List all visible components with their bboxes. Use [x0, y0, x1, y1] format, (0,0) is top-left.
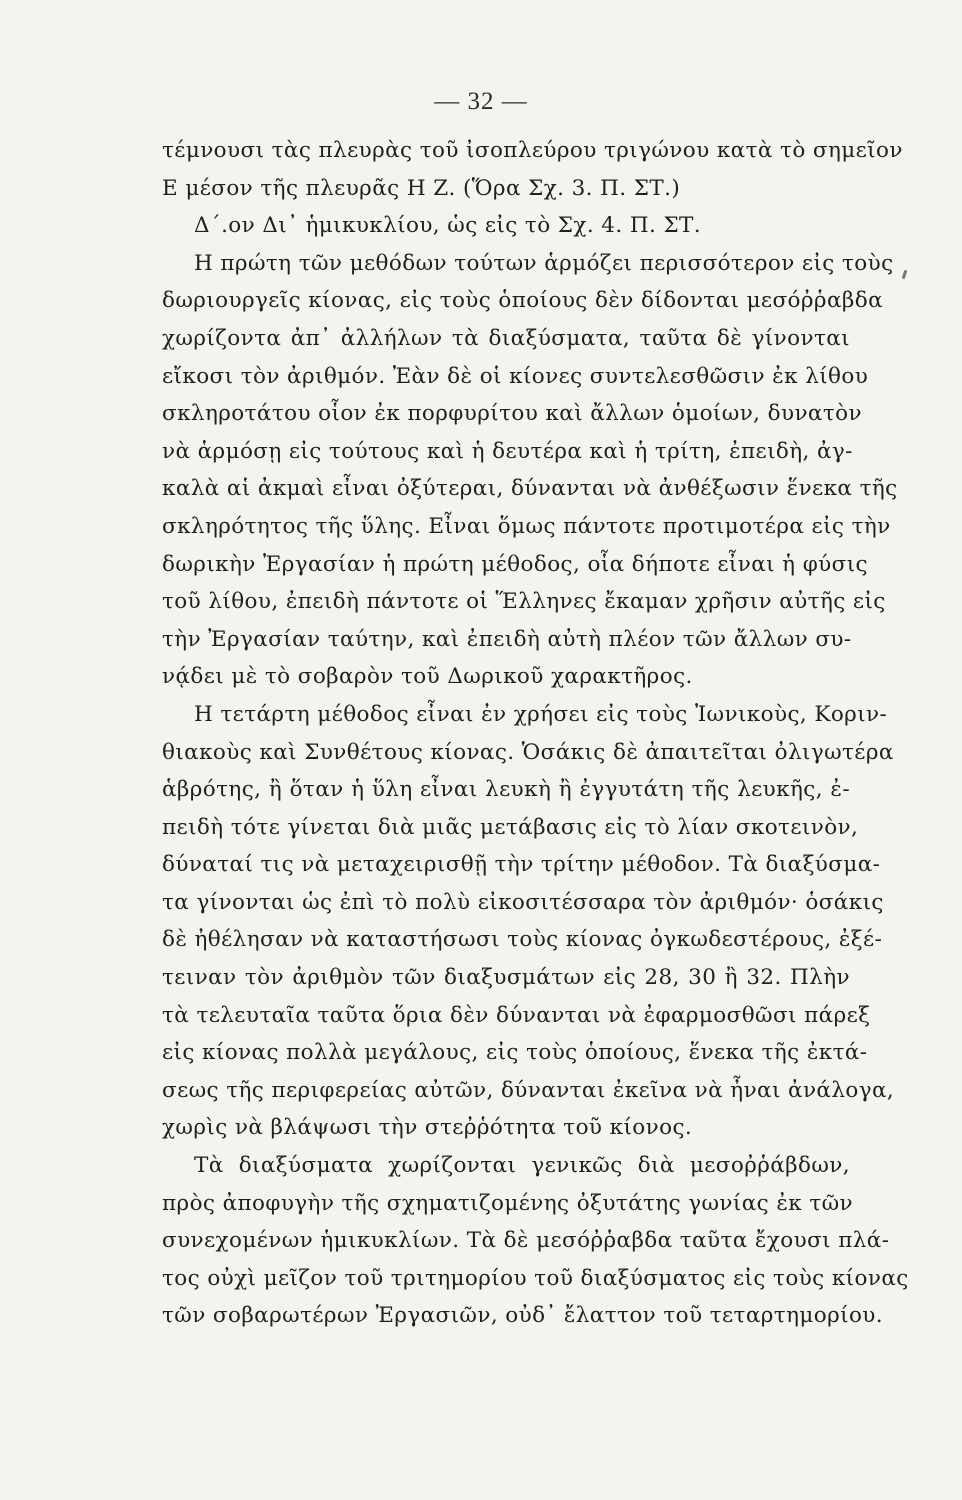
text-line: πρὸς ἀποφυγὴν τῆς σχηματιζομένης ὀξυτάτης γωνίας ἐκ τῶν: [162, 1190, 854, 1216]
margin-mark: [902, 270, 908, 279]
text-line: τος οὐχὶ μεῖζον τοῦ τριτημορίου τοῦ διαξύσματος εἰς τοὺς κίονας: [162, 1265, 909, 1291]
text-line: πειδὴ τότε γίνεται διὰ μιᾶς μετάβασις εἰς τὸ λίαν σκοτεινὸν,: [162, 814, 859, 840]
text-line: δωριουργεῖς κίονας, εἰς τοὺς ὁποίους δὲν δίδονται μεσόῤῥαβδα: [162, 288, 883, 314]
text-line: τῶν σοβαρωτέρων Ἐργασιῶν, οὐδ᾽ ἔλαττον τοῦ τεταρτημορίου.: [162, 1303, 884, 1329]
text-line: τὰ τελευταῖα ταῦτα ὅρια δὲν δύνανται νὰ ἐφαρμοσθῶσι πάρεξ: [162, 1002, 871, 1028]
text-line: θιακοὺς καὶ Συνθέτους κίονας. Ὁσάκις δὲ ἀπαιτεῖται ὀλιγωτέρα: [162, 739, 894, 765]
text-line: σεως τῆς περιφερείας αὐτῶν, δύνανται ἐκεῖνα νὰ ἦναι ἀνάλογα,: [162, 1077, 895, 1103]
text-line: εἴκοσι τὸν ἀριθμόν. Ἐὰν δὲ οἱ κίονες συντελεσθῶσιν ἐκ λίθου: [162, 363, 869, 389]
text-line: σκληρότητος τῆς ὕλης. Εἶναι ὅμως πάντοτε προτιμοτέρα εἰς τὴν: [162, 513, 891, 539]
text-line: χωρίζοντα ἀπ᾽ ἀλλήλων τὰ διαξύσματα, ταῦτα δὲ γίνονται: [162, 325, 850, 351]
text-line: χωρὶς νὰ βλάψωσι τὴν στεῤῥότητα τοῦ κίονος.: [162, 1115, 693, 1141]
text-line: τὴν Ἐργασίαν ταύτην, καὶ ἐπειδὴ αὐτὴ πλέον τῶν ἄλλων συ-: [162, 626, 852, 652]
text-line: καλὰ αἱ ἀκμαὶ εἶναι ὀξύτεραι, δύνανται νὰ ἀνθέξωσιν ἕνεκα τῆς: [162, 476, 898, 502]
text-line: σκληροτάτου οἷον ἐκ πορφυρίτου καὶ ἄλλων ὁμοίων, δυνατὸν: [162, 401, 862, 427]
text-line: ἁβρότης, ἢ ὅταν ἡ ὕλη εἶναι λευκὴ ἢ ἐγγυτάτη τῆς λευκῆς, ἐ-: [162, 777, 850, 803]
text-line: δύναταί τις νὰ μεταχειρισθῇ τὴν τρίτην μέθοδον. Τὰ διαξύσμα-: [162, 852, 881, 878]
paragraph-start-line: Τὰ διαξύσματα χωρίζονται γενικῶς διὰ μεσοῤῥάβδων,: [194, 1153, 850, 1179]
paragraph-start-line: Η πρώτη τῶν μεθόδων τούτων ἁρμόζει περισσότερον εἰς τοὺς: [194, 250, 894, 276]
text-line: συνεχομένων ἡμικυκλίων. Τὰ δὲ μεσόῤῥαβδα ταῦτα ἔχουσι πλά-: [162, 1228, 890, 1254]
text-line: τέμνουσι τὰς πλευρὰς τοῦ ἰσοπλεύρου τριγώνου κατὰ τὸ σημεῖον: [162, 138, 903, 163]
paragraph-start-line: Η τετάρτη μέθοδος εἶναι ἐν χρήσει εἰς τοὺς Ἰωνικοὺς, Κοριν-: [194, 701, 888, 727]
text-line: εἰς κίονας πολλὰ μεγάλους, εἰς τοὺς ὁποίους, ἕνεκα τῆς ἐκτά-: [162, 1040, 868, 1066]
text-line: Ε μέσον τῆς πλευρᾶς Η Ζ. (Ὅρα Σχ. 3. Π. ΣΤ.): [162, 175, 681, 201]
text-line: δὲ ἠθέλησαν νὰ καταστήσωσι τοὺς κίονας ὀγκωδεστέρους, ἐξέ-: [162, 927, 883, 953]
page-number: — 32 —: [434, 88, 528, 115]
text-line: τοῦ λίθου, ἐπειδὴ πάντοτε οἱ Ἕλληνες ἔκαμαν χρῆσιν αὐτῆς εἰς: [162, 589, 886, 615]
text-line: Δ΄.ον Δι᾽ ἡμικυκλίου, ὡς εἰς τὸ Σχ. 4. Π. ΣΤ.: [194, 213, 702, 239]
text-line: νὰ ἁρμόσῃ εἰς τούτους καὶ ἡ δευτέρα καὶ ἡ τρίτη, ἐπειδὴ, ἀγ-: [162, 438, 853, 464]
text-line: τειναν τὸν ἀριθμὸν τῶν διαξυσμάτων εἰς 28, 30 ἢ 32. Πλὴν: [162, 965, 850, 991]
text-line: τα γίνονται ὡς ἐπὶ τὸ πολὺ εἰκοσιτέσσαρα τὸν ἀριθμόν· ὁσάκις: [162, 889, 884, 915]
text-line: δωρικὴν Ἐργασίαν ἡ πρώτη μέθοδος, οἷα δήποτε εἶναι ἡ φύσις: [162, 551, 868, 577]
text-line: νᾴδει μὲ τὸ σοβαρὸν τοῦ Δωρικοῦ χαρακτῆρος.: [162, 664, 693, 690]
body-text: [162, 132, 909, 1335]
